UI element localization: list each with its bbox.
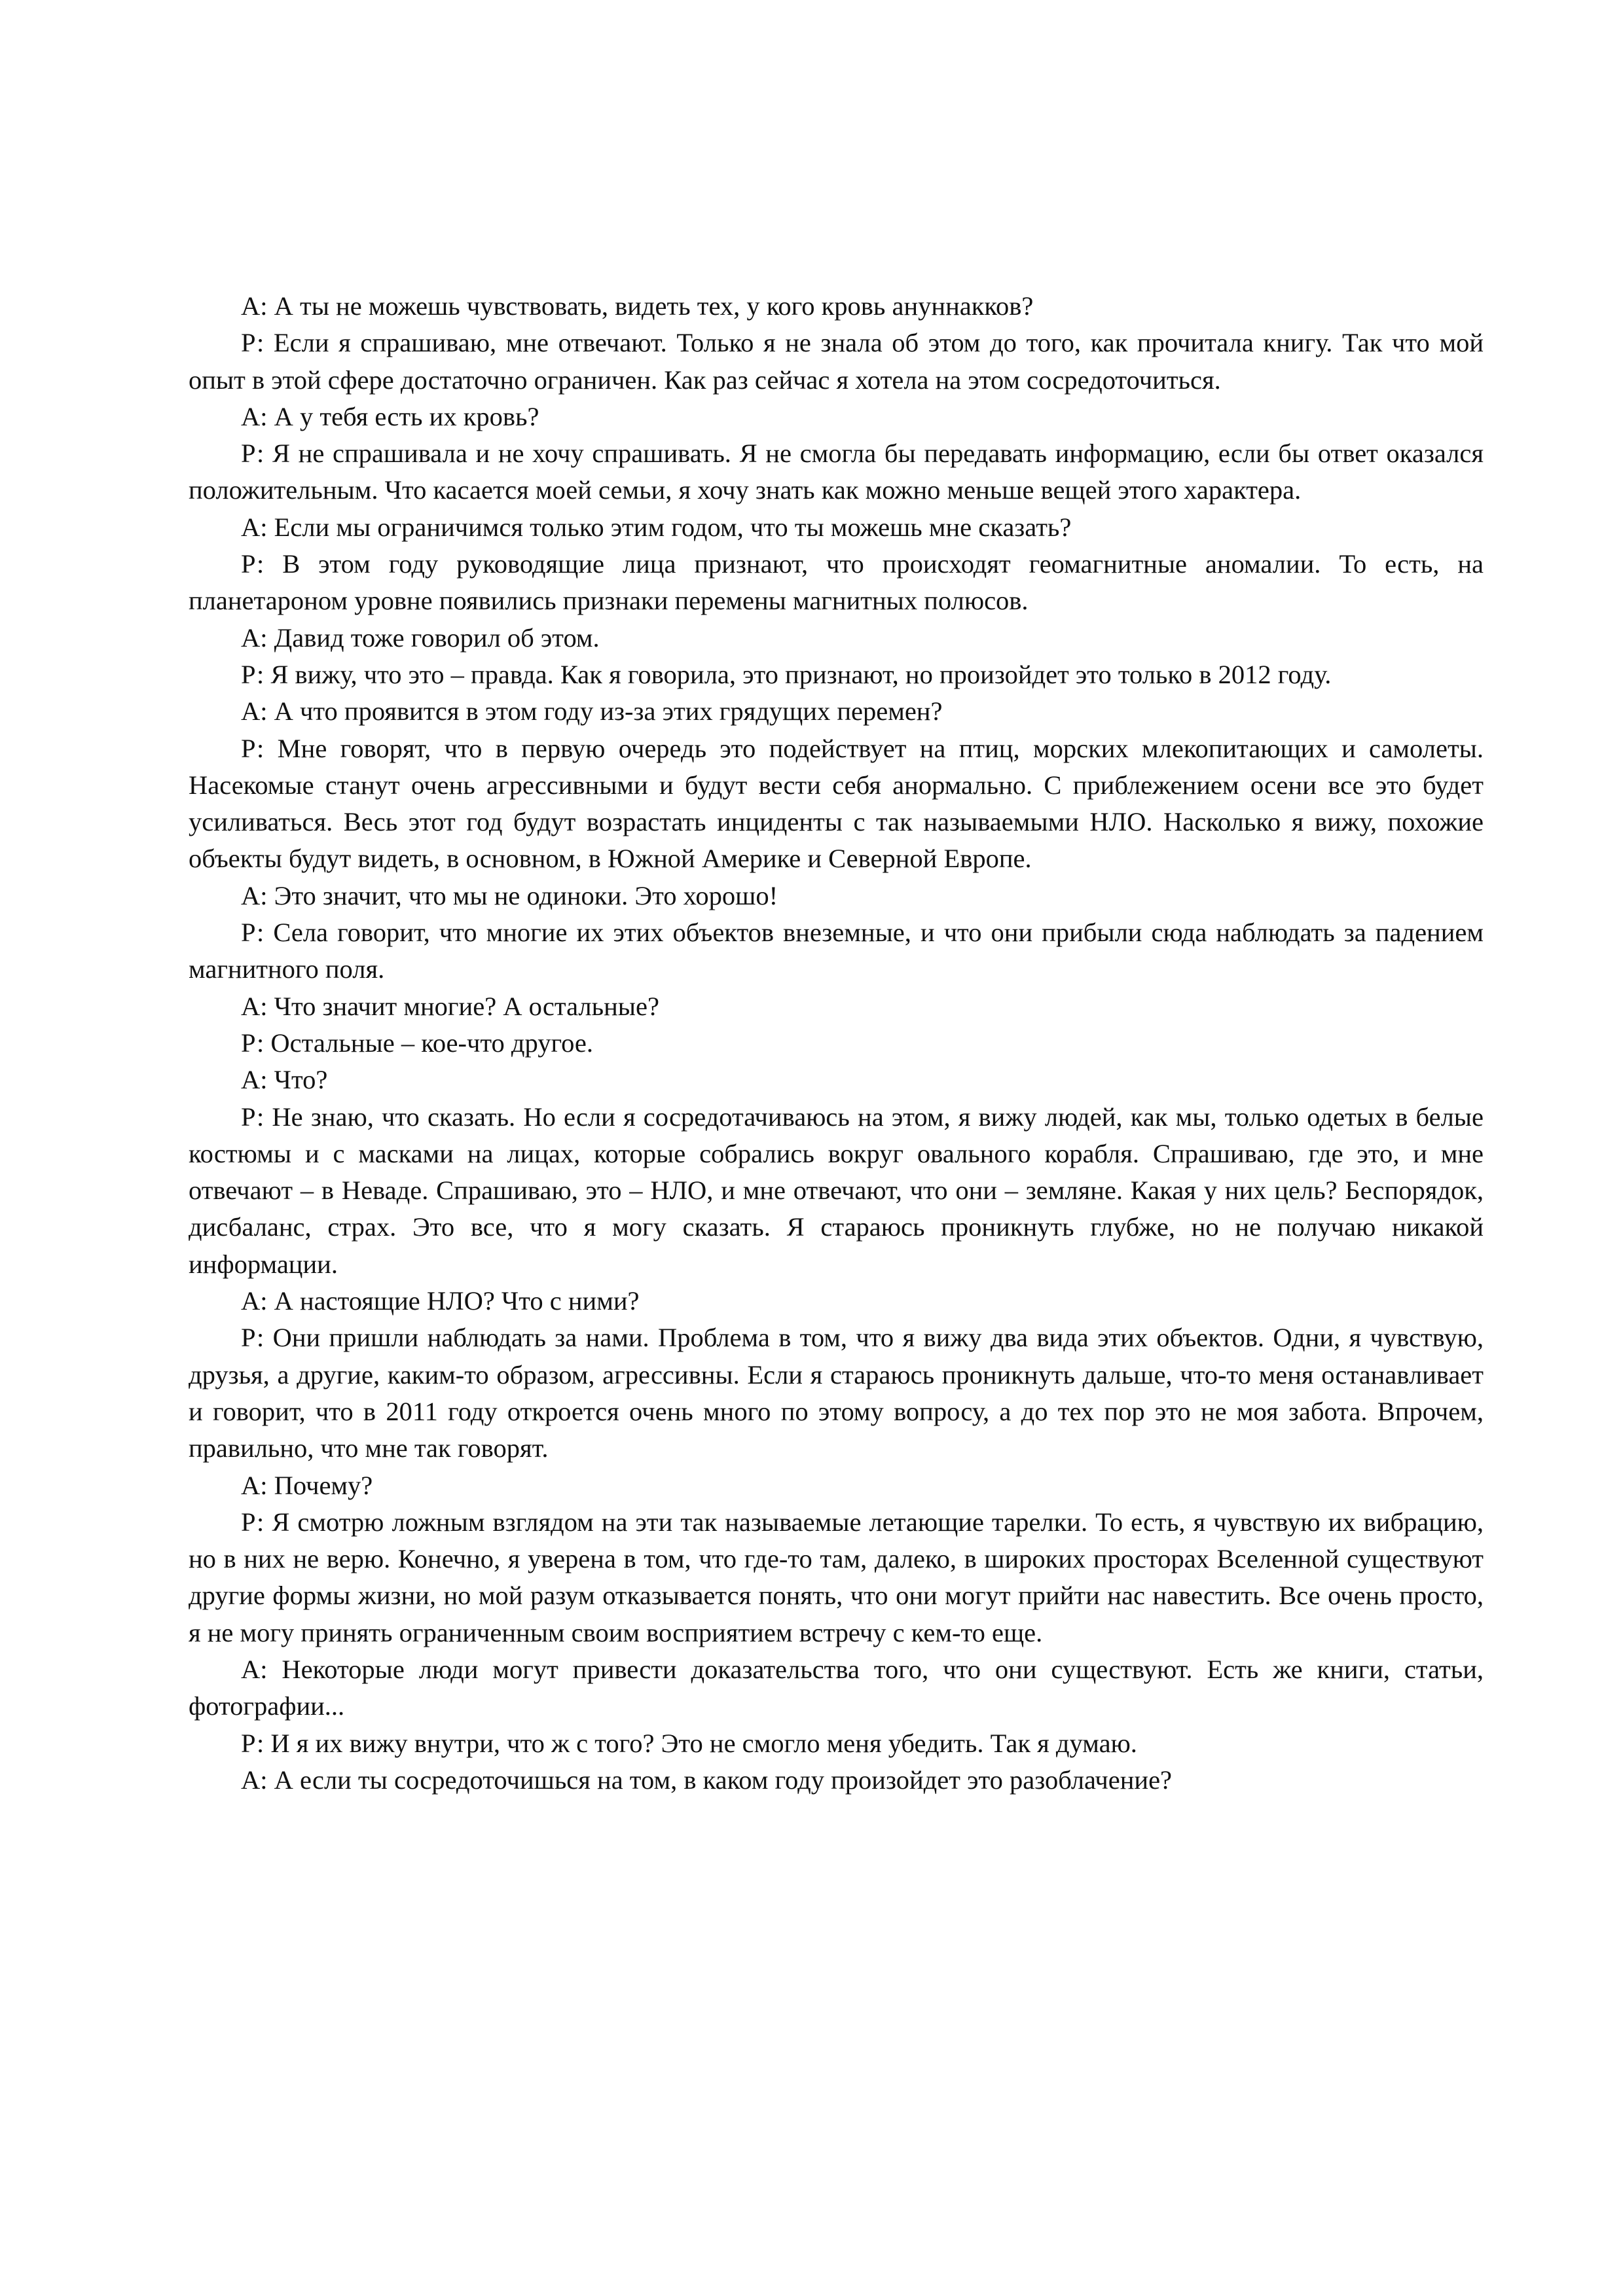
paragraph-question: А: Почему? (241, 1470, 373, 1500)
paragraph-answer: Р: Остальные – кое-что другое. (241, 1028, 593, 1058)
paragraph-question: А: Что? (241, 1065, 328, 1095)
paragraph-answer: Р: Я не спрашивала и не хочу спрашивать. Я не смогла бы передавать информацию, если бы ответ оказался положительным. Что касается моей семьи, я хочу знать как можно меньше вещей этого характера. (189, 439, 1484, 505)
paragraph-answer: Р: В этом году руководящие лица признают, что происходят геомагнитные аномалии. То есть, на планетароном уровне появились признаки перемены магнитных полюсов. (189, 549, 1484, 616)
paragraph-answer: Р: Мне говорят, что в первую очередь это подействует на птиц, морских млекопитающих и самолеты. Насекомые станут очень агрессивными и будут вести себя анормально. С приблежением осени все это будет усиливаться. Весь этот год будут возрастать инциденты с так называемыми НЛО. Насколько я вижу, похожие объекты будут видеть, в основном, в Южной Америке и Северной Европе. (189, 733, 1484, 874)
paragraph-question: А: Если мы ограничимся только этим годом, что ты можешь мне сказать? (241, 512, 1072, 542)
paragraph-question: А: Что значит многие? А остальные? (241, 991, 659, 1021)
paragraph-question: А: А настоящие НЛО? Что с ними? (241, 1286, 640, 1316)
paragraph-question: А: А у тебя есть их кровь? (241, 401, 539, 431)
paragraph-answer: Р: Если я спрашиваю, мне отвечают. Только я не знала об этом до того, как прочитала книгу. Так что мой опыт в этой сфере достаточно ограничен. Как раз сейчас я хотела на этом сосредоточиться. (189, 328, 1484, 395)
paragraph-question: А: Это значит, что мы не одиноки. Это хорошо! (241, 880, 778, 910)
paragraph-answer: Р: Они пришли наблюдать за нами. Проблема в том, что я вижу два вида этих объектов. Одни, я чувствую, друзья, а другие, каким-то образом, агрессивны. Если я стараюсь проникнуть дальше, что-то меня останавливает и говорит, что в 2011 году откроется очень много по этому вопросу, а до тех пор это не моя забота. Впрочем, правильно, что мне так говорят. (189, 1323, 1484, 1463)
paragraph-question: А: Некоторые люди могут привести доказательства того, что они существуют. Есть же книги, статьи, фотографии... (189, 1654, 1484, 1721)
paragraph-question: А: А ты не можешь чувствовать, видеть тех, у кого кровь ануннакков? (241, 291, 1034, 321)
paragraph-question: А: А что проявится в этом году из-за этих грядущих перемен? (241, 696, 943, 726)
paragraph-answer: Р: И я их вижу внутри, что ж с того? Это не смогло меня убедить. Так я думаю. (241, 1728, 1137, 1758)
paragraph-question: А: Давид тоже говорил об этом. (241, 622, 600, 653)
paragraph-answer: Р: Я вижу, что это – правда. Как я говорила, это признают, но произойдет это только в 2012 году. (241, 659, 1332, 689)
paragraph-answer: Р: Не знаю, что сказать. Но если я сосредотачиваюсь на этом, я вижу людей, как мы, только одетых в белые костюмы и с масками на лицах, которые собрались вокруг овального корабля. Спрашиваю, где это, и мне отвечают – в Неваде. Спрашиваю, это – НЛО, и мне отвечают, что они – земляне. Какая у них цель? Беспорядок, дисбаланс, страх. Это все, что я могу сказать. Я стараюсь проникнуть глубже, но не получаю никакой информации. (189, 1102, 1484, 1279)
document-page (189, 288, 1484, 1799)
paragraph-answer: Р: Села говорит, что многие их этих объектов внеземные, и что они прибыли сюда наблюдать за падением магнитного поля. (189, 918, 1484, 984)
paragraph-answer: Р: Я смотрю ложным взглядом на эти так называемые летающие тарелки. То есть, я чувствую их вибрацию, но в них не верю. Конечно, я уверена в том, что где-то там, далеко, в широких просторах Вселенной существуют другие формы жизни, но мой разум отказывается понять, что они могут прийти нас навестить. Все очень просто, я не могу принять ограниченным своим восприятием встречу с кем-то еще. (189, 1507, 1484, 1647)
paragraph-question: А: А если ты сосредоточишься на том, в каком году произойдет это разоблачение? (241, 1765, 1173, 1795)
